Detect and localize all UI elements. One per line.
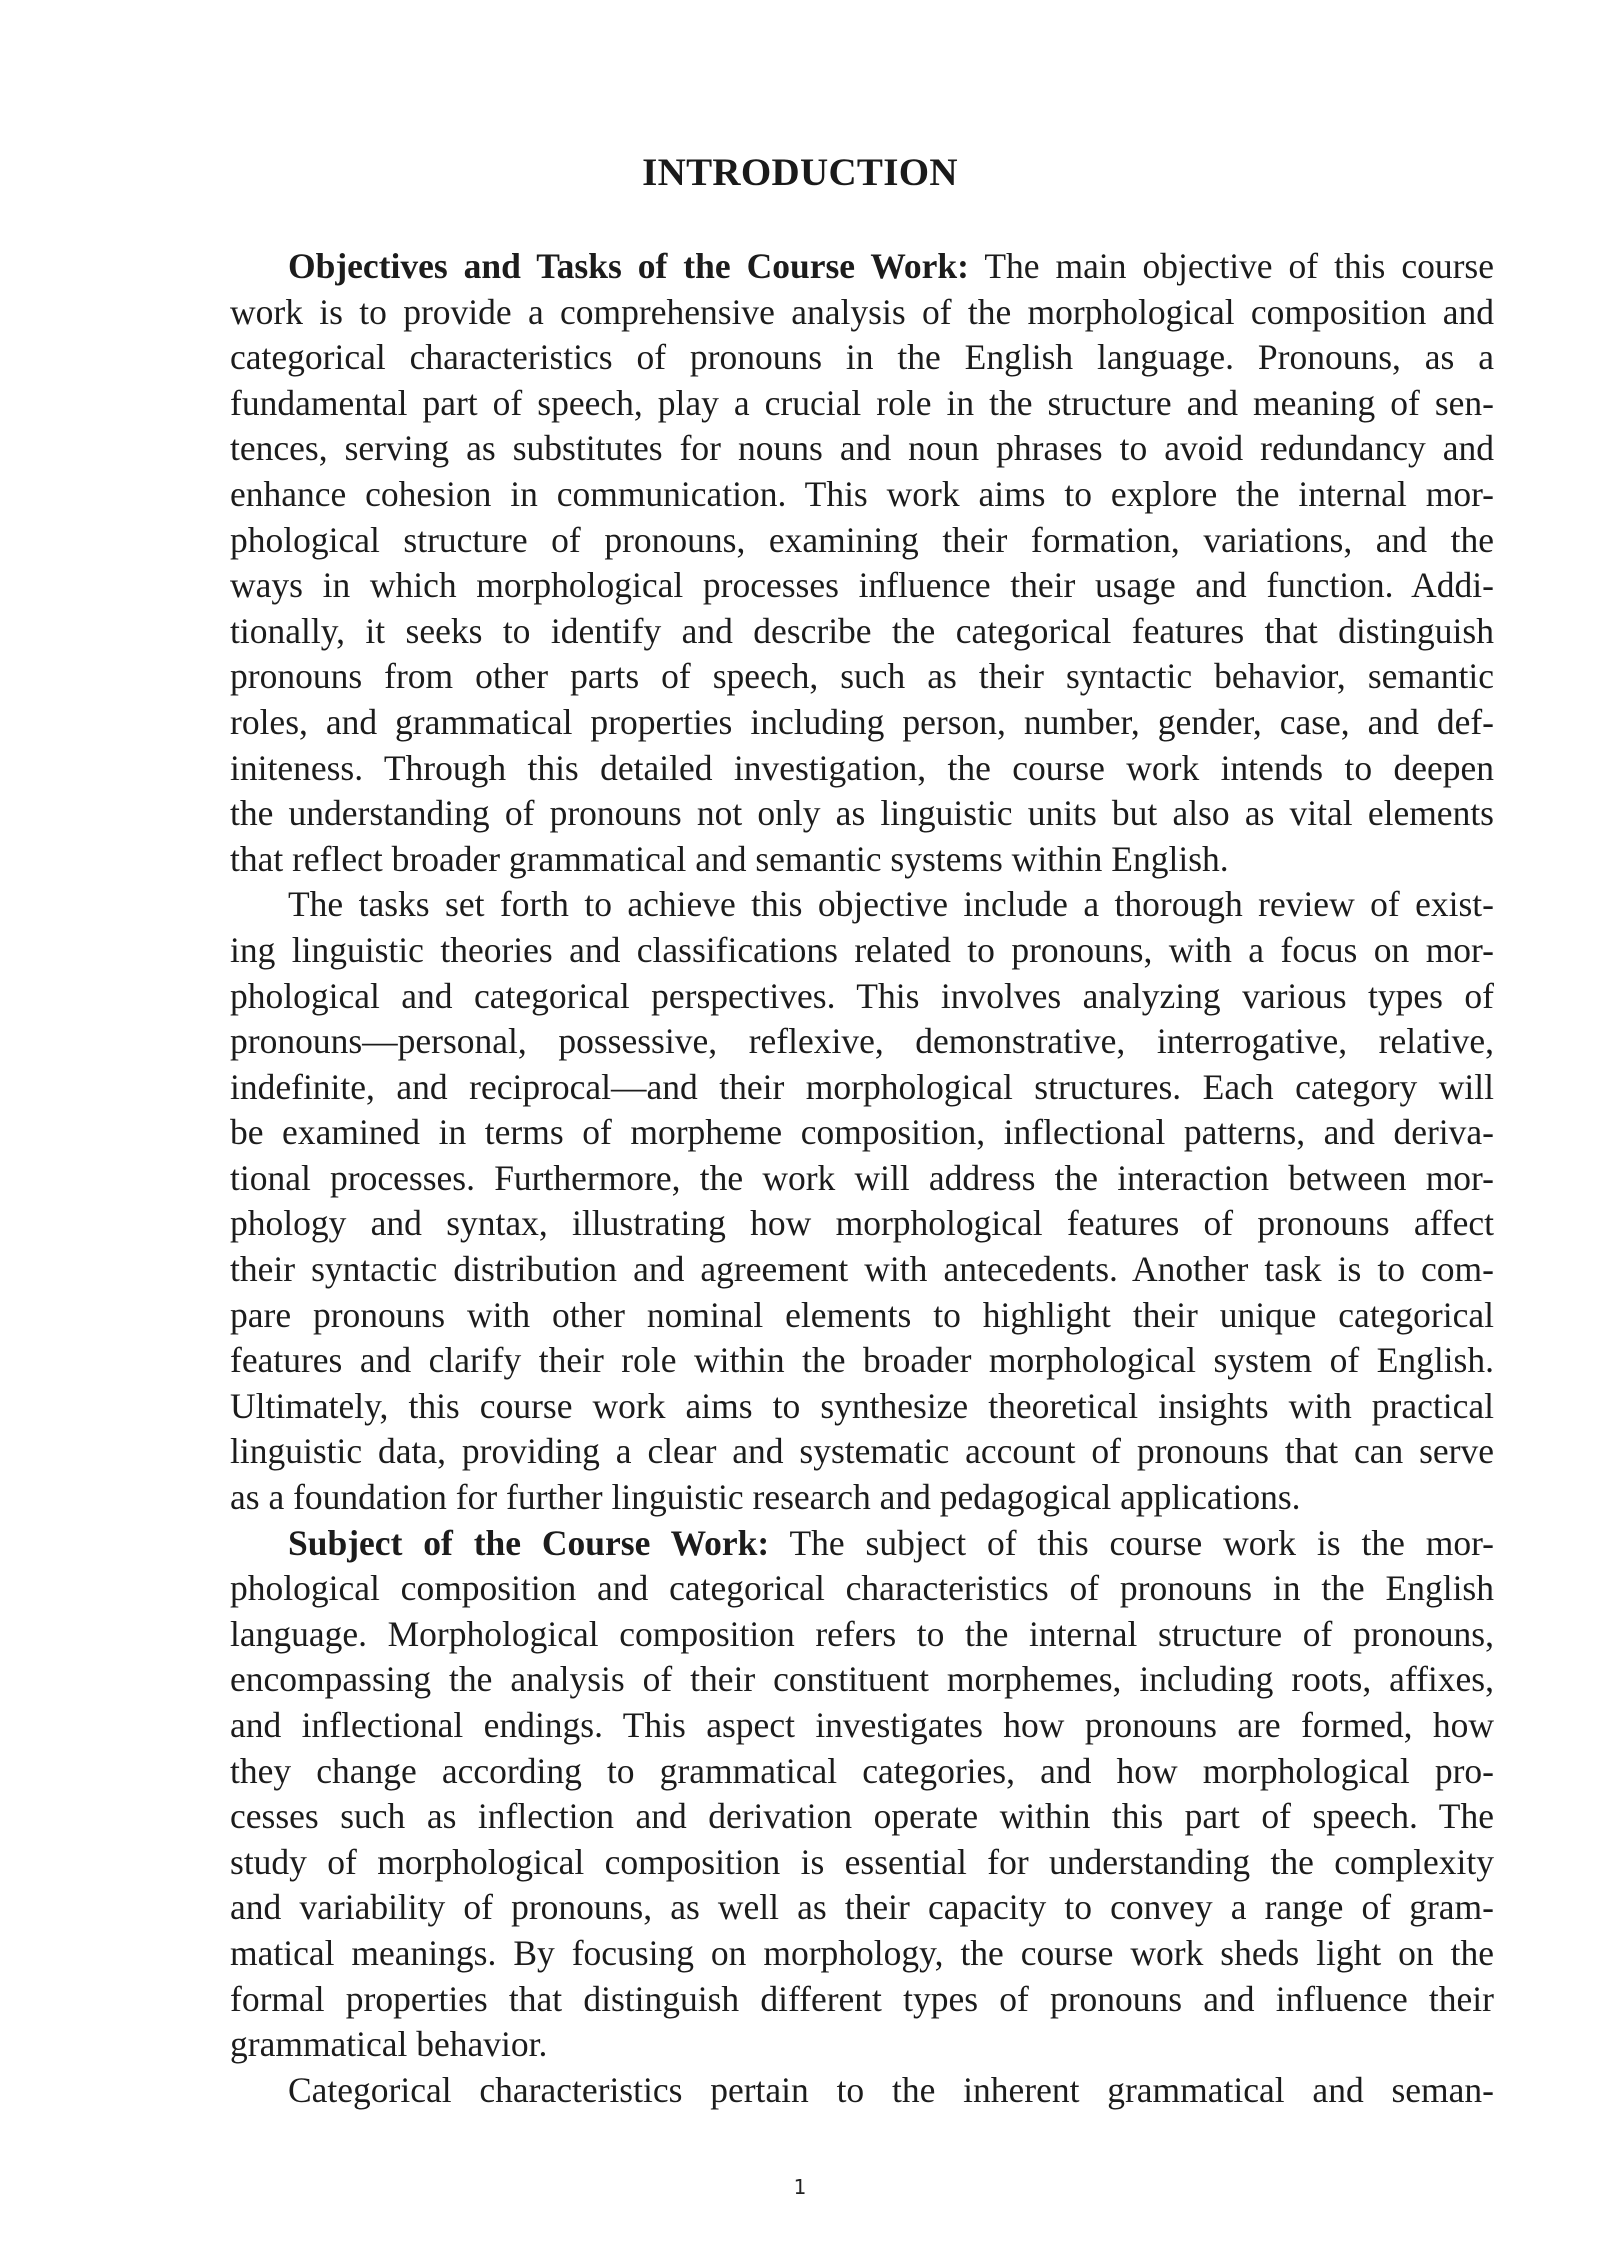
paragraph-line: grammatical behavior. [230,2024,548,2065]
paragraph-line: indefinite, and reciprocal—and their morphological structures. Each category will [230,1066,1494,1107]
paragraph-line: ways in which morphological processes influence their usage and function. Addi- [230,565,1494,606]
paragraph-line: work is to provide a comprehensive analysis of the morphological composition and [230,291,1494,332]
paragraph-line: formal properties that distinguish different types of pronouns and influence their [230,1978,1494,2019]
page-title: INTRODUCTION [642,151,958,194]
paragraph-line: matical meanings. By focusing on morphology, the course work sheds light on the [230,1932,1494,1973]
body-text [230,244,1494,2113]
paragraph-line: phological composition and categorical characteristics of pronouns in the English [230,1568,1494,1609]
paragraph-line: that reflect broader grammatical and semantic systems within English. [230,838,1229,879]
paragraph-line: cesses such as inflection and derivation operate within this part of speech. The [230,1796,1494,1837]
paragraph-line: The tasks set forth to achieve this objective include a thorough review of exist- [288,884,1494,925]
paragraph-line: enhance cohesion in communication. This work aims to explore the internal mor- [230,473,1494,514]
paragraph-line: be examined in terms of morpheme composition, inflectional patterns, and deriva- [230,1112,1494,1153]
paragraph-line: Subject of the Course Work: The subject of this course work is the mor- [288,1522,1495,1563]
paragraph-line: pronouns—personal, possessive, reflexive, demonstrative, interrogative, relative, [230,1021,1494,1062]
paragraph-line: study of morphological composition is essential for understanding the complexity [230,1841,1494,1882]
paragraph-line: initeness. Through this detailed investigation, the course work intends to deepen [230,747,1494,788]
page-number: 1 [793,2175,807,2199]
paragraph-line: and variability of pronouns, as well as their capacity to convey a range of gram- [230,1887,1494,1928]
paragraph-line: they change according to grammatical categories, and how morphological pro- [230,1750,1494,1791]
paragraph-line: pare pronouns with other nominal elements to highlight their unique categorical [230,1294,1494,1335]
paragraph-line: as a foundation for further linguistic research and pedagogical applications. [230,1477,1301,1518]
paragraph-line: phological and categorical perspectives. This involves analyzing various types of [230,975,1494,1016]
paragraph-line: phology and syntax, illustrating how morphological features of pronouns affect [230,1203,1494,1244]
paragraph-line: tional processes. Furthermore, the work will address the interaction between mor- [230,1157,1494,1198]
paragraph-line: categorical characteristics of pronouns in the English language. Pronouns, as a [230,337,1494,378]
paragraph-line: roles, and grammatical properties including person, number, gender, case, and def- [230,701,1494,742]
paragraph-line: fundamental part of speech, play a crucial role in the structure and meaning of sen- [230,382,1494,423]
paragraph-lead: Subject of the Course Work: [288,1522,770,1563]
paragraph-lead: Objectives and Tasks of the Course Work: [288,246,969,286]
paragraph-line: Categorical characteristics pertain to the inherent grammatical and seman- [288,2069,1494,2110]
paragraph-line: language. Morphological composition refers to the internal structure of pronouns, [230,1613,1494,1654]
paragraph-line: pronouns from other parts of speech, such as their syntactic behavior, semantic [230,656,1494,697]
paragraph-line: the understanding of pronouns not only as linguistic units but also as vital elements [230,793,1494,834]
paragraph-line: Ultimately, this course work aims to synthesize theoretical insights with practical [230,1385,1494,1426]
paragraph-line: and inflectional endings. This aspect investigates how pronouns are formed, how [230,1705,1494,1745]
paragraph-line: features and clarify their role within the broader morphological system of English. [230,1340,1494,1381]
paragraph-line: their syntactic distribution and agreement with antecedents. Another task is to com- [230,1249,1494,1290]
paragraph-line: Objectives and Tasks of the Course Work: The main objective of this course [288,246,1494,286]
paragraph-line: linguistic data, providing a clear and systematic account of pronouns that can serve [230,1431,1494,1472]
paragraph-line: ing linguistic theories and classifications related to pronouns, with a focus on mor- [230,929,1494,970]
paragraph-line: encompassing the analysis of their constituent morphemes, including roots, affixes, [230,1659,1494,1700]
paragraph-line: phological structure of pronouns, examining their formation, variations, and the [230,519,1494,560]
paragraph-line: tionally, it seeks to identify and describe the categorical features that distinguish [230,610,1494,651]
paragraph-line: tences, serving as substitutes for nouns and noun phrases to avoid redundancy and [230,428,1494,469]
